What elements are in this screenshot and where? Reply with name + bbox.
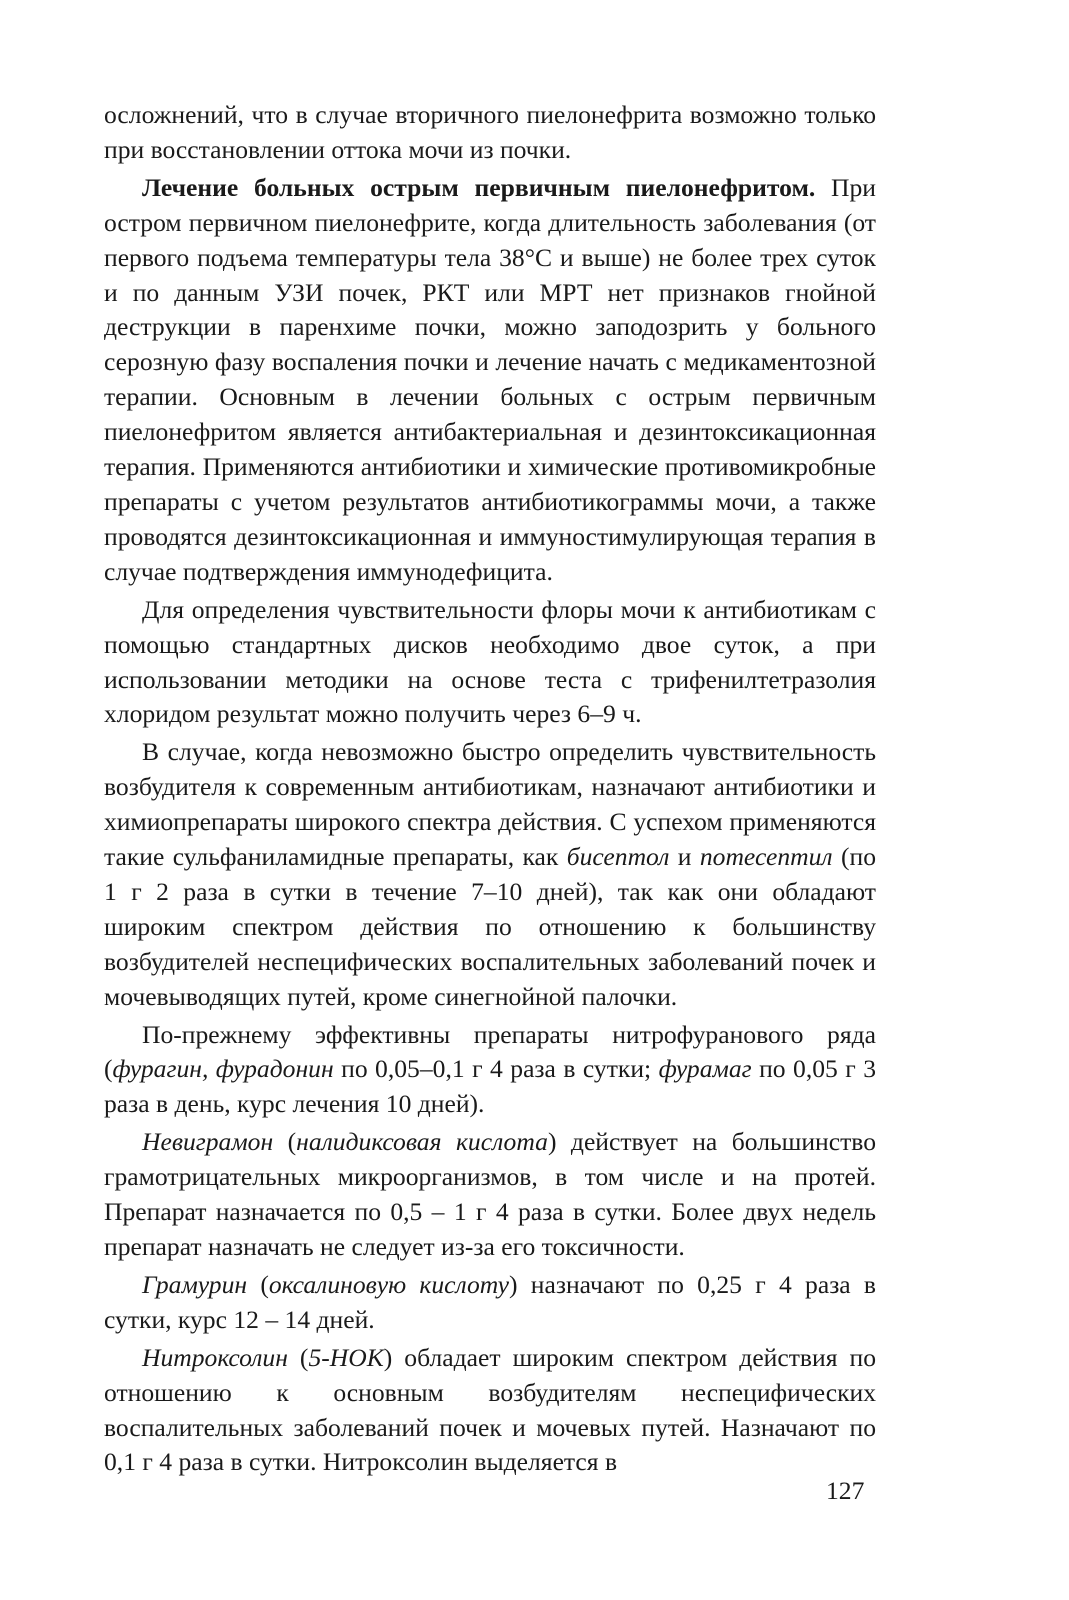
text-run: ) обладает широким спектром действия по отношению к основным возбудителям неспецифических воспалительных заболеваний почек и мочевых путей. Назначают по 0,1 г 4 раза в сутки. Нитроксолин выделяется в	[104, 1342, 877, 1477]
text-run: ) назначают по 0,25 г 4 раза в сутки, курс 12 – 14 дней.	[104, 1269, 877, 1334]
drug-name: фурагин, фурадонин	[112, 1054, 334, 1084]
paragraph-nitrofurans	[104, 1018, 876, 1123]
text-run: по 0,05 г 3 раза в день, курс лечения 10 дней).	[104, 1054, 877, 1119]
text-run: осложнений, что в случае вторичного пиелонефрита возможно только при восстановлении оттока мочи из почки.	[104, 100, 876, 164]
text-run: по 0,05–0,1 г 4 раза в сутки;	[333, 1054, 659, 1084]
text-run: В случае, когда невозможно быстро определить чувствительность возбудителя к современным антибиотикам, назначают антибиотики и химиопрепараты широкого спектра действия. С успехом применяются такие сульфаниламидные препараты, как	[104, 737, 876, 872]
section-heading: Лечение больных острым первичным пиелонефритом.	[142, 172, 816, 202]
text-run: (	[247, 1269, 269, 1299]
text-run: (	[287, 1342, 309, 1372]
text-run: и	[669, 842, 700, 872]
text-run: ) действует на большинство грамотрицательных микроорганизмов, в том числе и на протей. Препарат назначается по 0,5 – 1 г 4 раза в сутки. Более двух недель препарат назначать не следует из-за его токсичности.	[104, 1127, 877, 1261]
paragraph-broad-spectrum	[104, 735, 876, 1014]
page-number: 127	[826, 1476, 865, 1505]
paragraph-gramurin	[104, 1268, 876, 1338]
drug-name: Грамурин	[142, 1269, 248, 1299]
page-body	[104, 98, 876, 1480]
drug-name: Невиграмон	[142, 1127, 274, 1157]
text-run: При остром первичном пиелонефрите, когда длительность заболевания (от первого подъема температуры тела 38°C и выше) не более трех суток и по данным УЗИ почек, РКТ или МРТ нет признаков гнойной деструкции в паренхиме почки, можно заподозрить у больного серозную фазу воспаления почки и лечение начать с медикаментозной терапии. Основным в лечении больных с острым первичным пиелонефритом является антибактериальная и дезинтоксикационная терапия. Применяются антибиотики и химические противомикробные препараты с учетом результатов антибиотикограммы мочи, а также проводятся дезинтоксикационная и иммуностимулирующая терапия в случае подтверждения иммунодефицита.	[104, 172, 877, 586]
paragraph-treatment-heading	[104, 171, 876, 590]
text-run: Для определения чувствительности флоры мочи к антибиотикам с помощью стандартных дисков необходимо двое суток, а при использовании методики на основе теста с трифенилтетразолия хлоридом результат можно получить через 6–9 ч.	[104, 594, 876, 729]
text-run: (	[273, 1127, 297, 1157]
drug-name: потесептил	[699, 842, 833, 872]
paragraph-continuation	[104, 98, 876, 168]
drug-name: Нитроксолин	[142, 1342, 288, 1372]
drug-name: бисептол	[566, 842, 670, 872]
text-run: (по 1 г 2 раза в сутки в течение 7–10 дней), так как они обладают широким спектром действия по отношению к большинству возбудителей неспецифических воспалительных заболеваний почек и мочевыводящих путей, кроме синегнойной палочки.	[104, 842, 876, 1011]
drug-name: 5-НОК	[308, 1342, 384, 1372]
paragraph-sensitivity	[104, 593, 876, 733]
text-run: По-прежнему эффективны препараты нитрофуранового ряда (	[104, 1019, 876, 1084]
drug-name: фурамаг	[658, 1054, 752, 1084]
paragraph-nevigramon	[104, 1125, 876, 1265]
drug-name: налидиксовая кислота	[296, 1127, 548, 1157]
paragraph-nitroxolin	[104, 1341, 876, 1481]
drug-name: оксалиновую кислоту	[268, 1269, 509, 1299]
